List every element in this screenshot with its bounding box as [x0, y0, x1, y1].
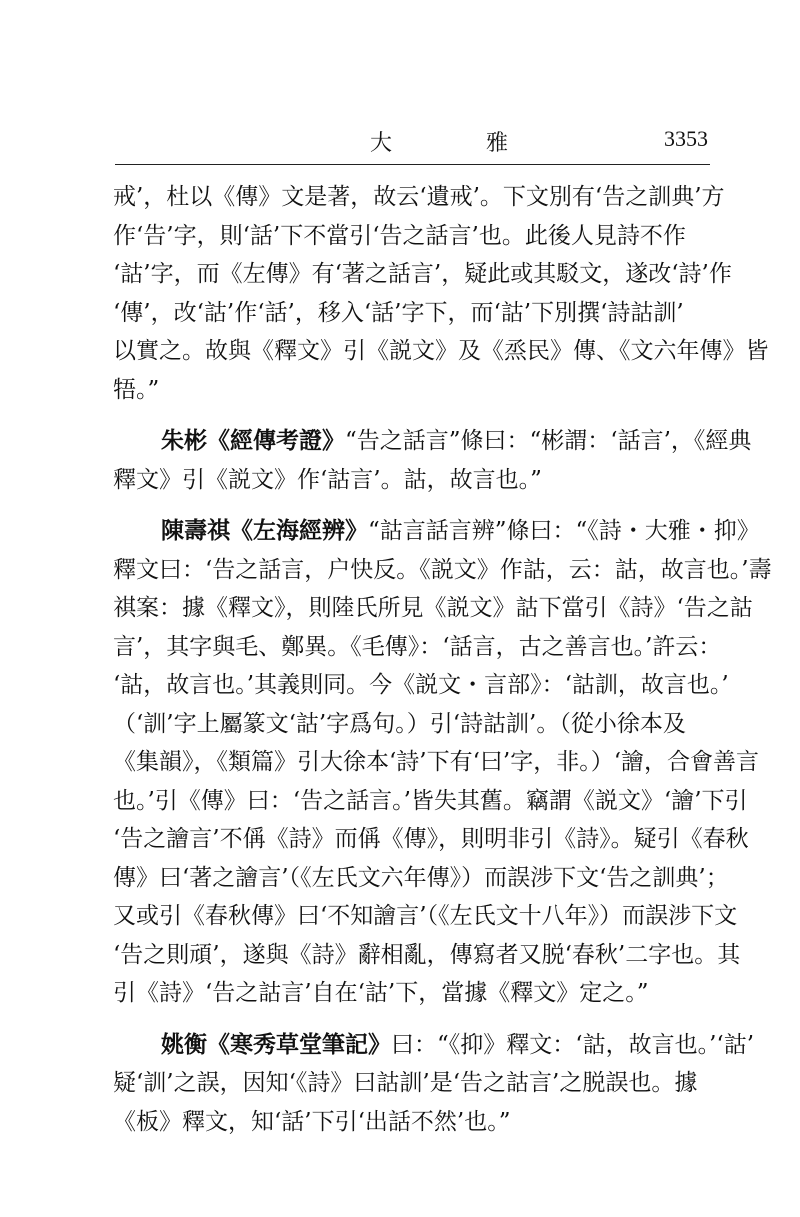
text-line — [113, 512, 760, 551]
source-citation: 陳壽祺《左海經辨》 — [161, 517, 368, 544]
text-line: 以實之。故與《釋文》引《説文》及《烝民》傳、《文六年傳》皆 — [113, 338, 769, 364]
text-line — [113, 422, 752, 461]
text-line: ‘告之譮言’不偁《詩》而偁《傳》，則明非引《詩》。疑引《春秋 — [113, 826, 749, 852]
paragraph-yao-heng — [113, 1026, 755, 1142]
text-line: 《集韻》，《類篇》引大徐本‘詩’下有‘曰’字，非。）‘譮，合會善言 — [113, 749, 760, 775]
text-line: （‘訓’字上屬篆文‘詁’字爲句。）引‘詩詁訓’。（從小徐本及 — [113, 710, 686, 737]
page-header — [115, 126, 710, 165]
text-line: 疑‘訓’之誤，因知‘《詩》曰詁訓’是‘告之詁言’之脱誤也。據 — [113, 1070, 698, 1096]
text-line: 作‘告’字，則‘話’下不當引‘告之話言’也。此後人見詩不作 — [113, 222, 686, 249]
text-line: 祺案：據《釋文》，則陸氏所見《説文》詁下當引《詩》‘告之詁 — [113, 595, 753, 621]
text-line: ‘詁’字，而《左傳》有‘著之話言’，疑此或其駁文，遂改‘詩’作 — [113, 261, 732, 287]
source-citation: 朱彬《經傳考證》 — [161, 427, 345, 454]
text-line: 釋文曰：‘告之話言，户快反。《説文》作詁，云：詁，故言也。’壽 — [113, 556, 772, 583]
text-line: 傳》曰‘著之譮言’（《左氏文六年傳》）而誤涉下文‘告之訓典’； — [113, 864, 729, 891]
text-line: 釋文》引《説文》作‘詁言’。詁，故言也。” — [113, 466, 542, 493]
text-line: 又或引《春秋傳》曰‘不知譮言’（《左氏文十八年》）而誤涉下文 — [113, 903, 738, 929]
text-line: 也。’引《傳》曰：‘告之話言。’皆失其舊。竊謂《説文》‘譮’下引 — [113, 787, 748, 814]
text-line — [113, 1026, 755, 1065]
text-run: “詁言話言辨”條曰：“《詩・大雅・抑》 — [368, 518, 760, 544]
source-citation: 姚衡《寒秀草堂筆記》 — [161, 1030, 391, 1058]
text-line: ‘詁，故言也。’其義則同。今《説文・言部》：‘詁訓，故言也。’ — [113, 672, 729, 698]
paragraph-zhu-bin — [113, 422, 752, 499]
text-line: 言’，其字與毛、鄭異。《毛傳》：‘話言，古之善言也。’許云： — [113, 633, 722, 660]
text-line: 牾。” — [113, 376, 160, 403]
text-line: 《板》釋文，知‘話’下引‘出話不然’也。” — [113, 1108, 511, 1135]
page-body — [113, 178, 772, 1141]
text-line: 戒’，杜以《傳》文是著，故云‘遺戒’。下文別有‘告之訓典’方 — [113, 184, 725, 210]
text-run: “告之話言”條曰：“彬謂：‘話言’，《經典 — [345, 428, 752, 454]
text-run: 曰：“《抑》釋文：‘詁，故言也。’‘詁’ — [391, 1031, 755, 1058]
paragraph-chen-shouqi — [113, 512, 772, 1013]
page-number: 3353 — [664, 126, 708, 151]
text-line: ‘告之則頑’，遂與《詩》辭相亂，傳寫者又脱‘春秋’二字也。其 — [113, 941, 741, 968]
text-line: 引《詩》‘告之詁言’自在‘詁’下，當據《釋文》定之。” — [113, 980, 649, 1006]
text-line: ‘傳’，改‘詁’作‘話’，移入‘話’字下，而‘詁’下別撰‘詩詁訓’ — [113, 299, 684, 326]
running-title: 大 雅 — [370, 131, 545, 156]
paragraph-continuation — [113, 178, 769, 409]
